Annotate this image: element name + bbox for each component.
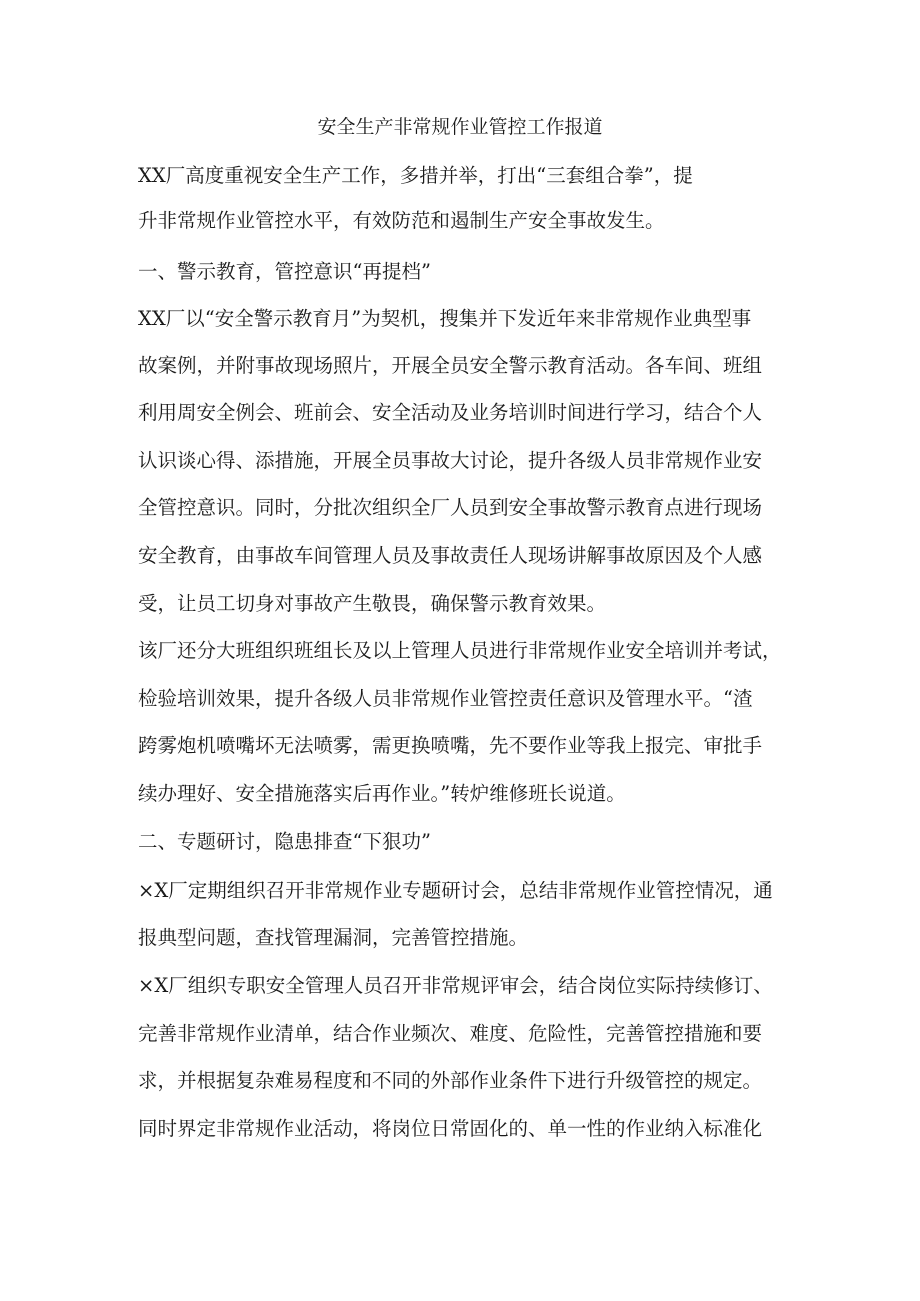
text-line: 续办理好、安全措施落实后再作业。”转炉维修班长说道。 [138,782,626,805]
text-line: 受，让员工切身对事故产生敬畏，确保警示教育效果。 [138,592,607,615]
text-line: 利用周安全例会、班前会、安全活动及业务培训时间进行学习，结合个人 [138,401,763,424]
text-line: 全管控意识。同时，分批次组织全厂人员到安全事故警示教育点进行现场 [138,496,763,519]
text-line: 该厂还分大班组织班组长及以上管理人员进行非常规作业安全培训并考试， [138,639,782,662]
text-line: 同时界定非常规作业活动，将岗位日常固化的、单一性的作业纳入标准化 [138,1117,763,1140]
section-heading: 一、警示教育，管控意识“再提档” [138,260,431,283]
text-line: 报典型问题，查找管理漏洞，完善管控措施。 [138,926,529,949]
text-line: 安全教育，由事故车间管理人员及事故责任人现场讲解事故原因及个人感 [138,544,763,567]
text-line: 完善非常规作业清单，结合作业频次、难度、危险性，完善管控措施和要 [138,1022,763,1045]
text-line: 认识谈心得、添措施，开展全员事故大讨论，提升各级人员非常规作业安 [138,449,763,472]
text-line: XX厂以“安全警示教育月”为契机，搜集并下发近年来非常规作业典型事 [138,307,752,330]
section-heading: 二、专题研讨，隐患排查“下狠功” [138,830,431,853]
text-line: 故案例，并附事故现场照片，开展全员安全警示教育活动。各车间、班组 [138,354,763,377]
text-line: 求，并根据复杂难易程度和不同的外部作业条件下进行升级管控的规定。 [138,1069,763,1092]
text-line: XX厂高度重视安全生产工作，多措并举，打出“三套组合拳”，提 [138,164,693,187]
document-title: 安全生产非常规作业管控工作报道 [317,116,603,138]
text-line: ×X厂组织专职安全管理人员召开非常规评审会，结合岗位实际持续修订、 [138,974,773,997]
text-line: 跨雾炮机喷嘴坏无法喷雾，需更换喷嘴，先不要作业等我上报完、审批手 [138,734,763,757]
text-line: ×X厂定期组织召开非常规作业专题研讨会，总结非常规作业管控情况，通 [138,879,773,902]
text-line: 检验培训效果，提升各级人员非常规作业管控责任意识及管理水平。“渣 [138,687,753,710]
text-line: 升非常规作业管控水平，有效防范和遏制生产安全事故发生。 [138,209,665,232]
